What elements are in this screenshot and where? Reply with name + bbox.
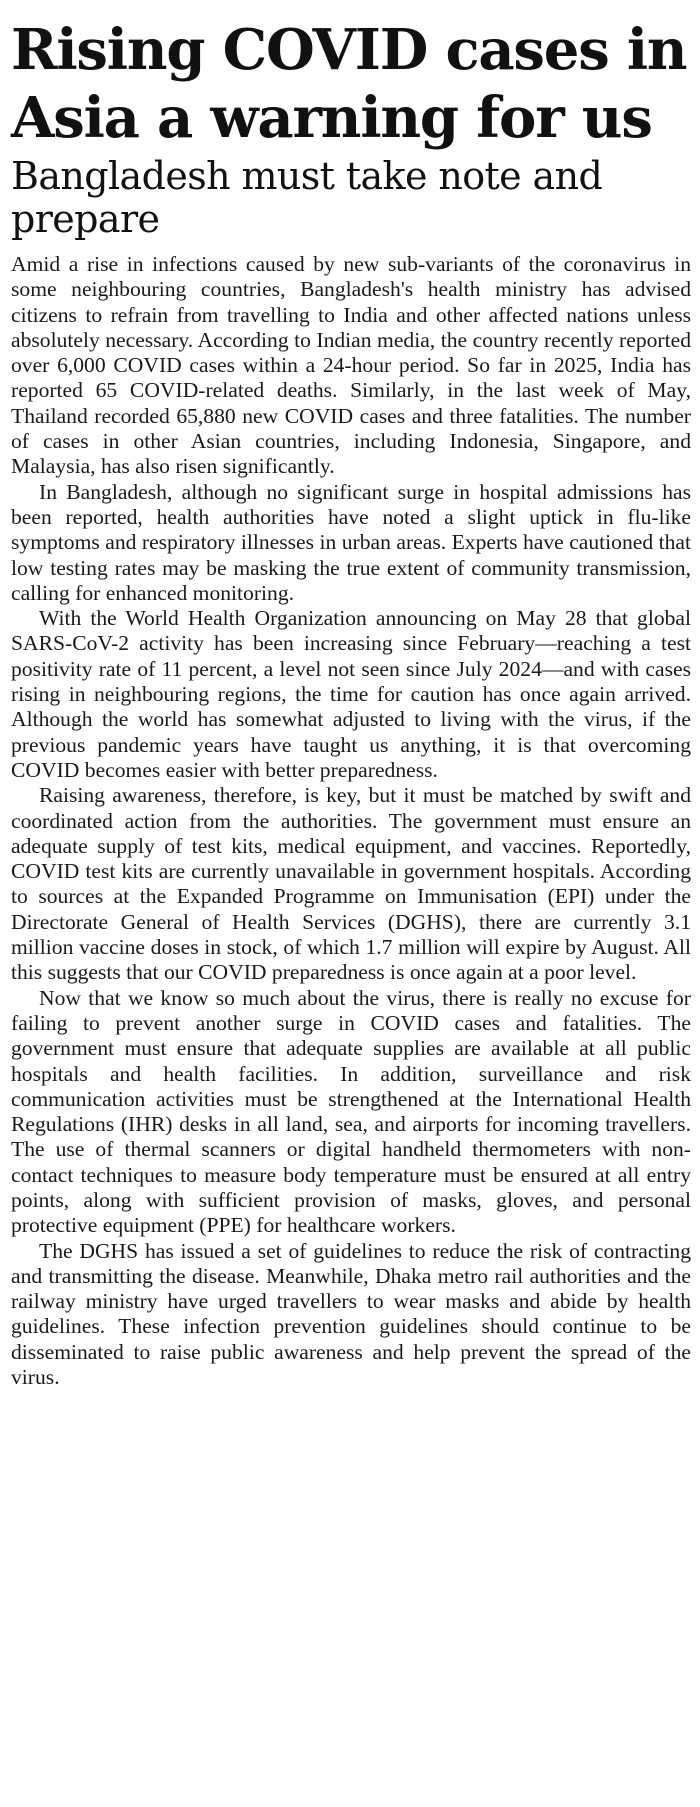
- article-subheadline: Bangladesh must take note and prepare: [11, 154, 603, 241]
- article-headline: Rising COVID cases in Asia a warning for us: [11, 17, 687, 151]
- article-body: [11, 252, 691, 1390]
- body-paragraph-5: Now that we know so much about the virus, there is really no excuse for failing to prevent another surge in COVID cases and fatalities. The government must ensure that adequate supplies are available at all public hospitals and health facilities. In addition, surveillance and risk communication activities must be strengthened at the International Health Regulations (IHR) desks in all land, sea, and airports for incoming travellers. The use of thermal scanners or digital handheld thermometers with non-contact techniques to measure body temperature must be ensured at all entry points, along with sufficient provision of masks, gloves, and personal protective equipment (PPE) for healthcare workers.: [11, 985, 691, 1238]
- body-paragraph-2: In Bangladesh, although no significant surge in hospital admissions has been reported, health authorities have noted a slight uptick in flu-like symptoms and respiratory illnesses in urban areas. Experts have cautioned that low testing rates may be masking the true extent of community transmission, calling for enhanced monitoring.: [11, 479, 691, 605]
- body-paragraph-1: Amid a rise in infections caused by new sub-variants of the coronavirus in some neighbouring countries, Bangladesh's health ministry has advised citizens to refrain from travelling to India and other affected nations unless absolutely necessary. According to Indian media, the country recently reported over 6,000 COVID cases within a 24-hour period. So far in 2025, India has reported 65 COVID-related deaths. Similarly, in the last week of May, Thailand recorded 65,880 new COVID cases and three fatalities. The number of cases in other Asian countries, including Indonesia, Singapore, and Malaysia, has also risen significantly.: [11, 252, 691, 479]
- body-paragraph-6: The DGHS has issued a set of guidelines to reduce the risk of contracting and transmitting the disease. Meanwhile, Dhaka metro rail authorities and the railway ministry have urged travellers to wear masks and abide by health guidelines. These infection prevention guidelines should continue to be disseminated to raise public awareness and help prevent the spread of the virus.: [11, 1238, 691, 1390]
- body-paragraph-4: Raising awareness, therefore, is key, but it must be matched by swift and coordinated action from the authorities. The government must ensure an adequate supply of test kits, medical equipment, and vaccines. Reportedly, COVID test kits are currently unavailable in government hospitals. According to sources at the Expanded Programme on Immunisation (EPI) under the Directorate General of Health Services (DGHS), there are currently 3.1 million vaccine doses in stock, of which 1.7 million will expire by August. All this suggests that our COVID preparedness is once again at a poor level.: [11, 783, 691, 985]
- editorial-article: [11, 16, 691, 1390]
- body-paragraph-3: With the World Health Organization announcing on May 28 that global SARS-CoV-2 activity has been increasing since February—reaching a test positivity rate of 11 percent, a level not seen since July 2024—and with cases rising in neighbouring regions, the time for caution has once again arrived. Although the world has somewhat adjusted to living with the virus, if the previous pandemic years have taught us anything, it is that overcoming COVID becomes easier with better preparedness.: [11, 606, 691, 782]
